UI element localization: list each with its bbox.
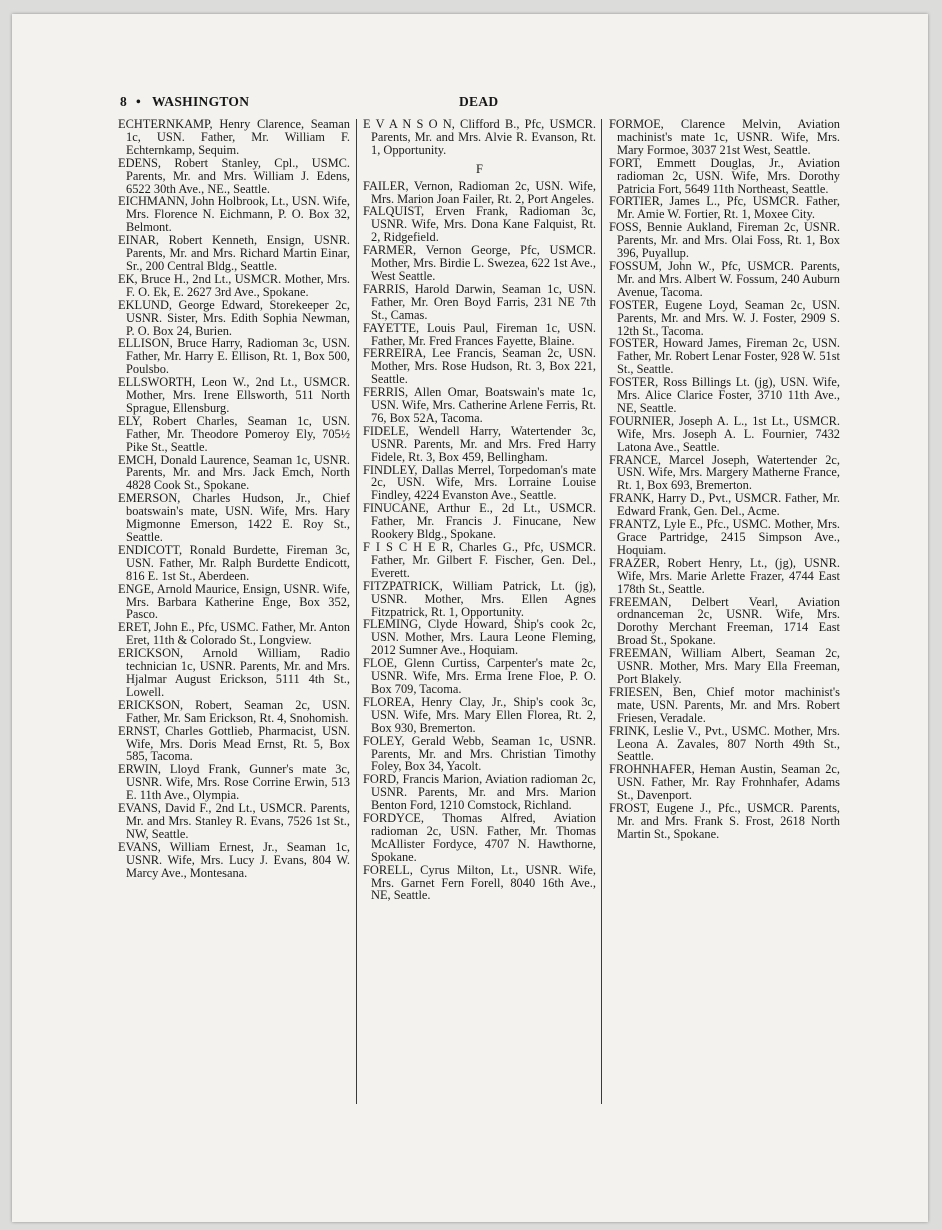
casualty-entry: EVANS, David F., 2nd Lt., USMCR. Parents, Mr. and Mrs. Stanley R. Evans, 7526 1st St., NW, Seattle. [118, 801, 350, 841]
casualty-entry: FOSTER, Howard James, Fireman 2c, USN. Father, Mr. Robert Lenar Foster, 928 W. 51st St., Seattle. [609, 336, 840, 377]
casualty-entry: FRIESEN, Ben, Chief motor machinist's mate, USN. Parents, Mr. and Mrs. Robert Friesen, Veradale. [609, 684, 840, 725]
casualty-entry: FERRIS, Allen Omar, Boatswain's mate 1c, USN. Wife, Mrs. Catherine Arlene Ferris, Rt. 76, Box 52A, Tacoma. [363, 385, 596, 425]
casualty-entry: FOSTER, Eugene Loyd, Seaman 2c, USN. Parents, Mr. and Mrs. W. J. Foster, 2909 S. 12th St., Tacoma. [609, 297, 840, 338]
casualty-entry: ELY, Robert Charles, Seaman 1c, USN. Father, Mr. Theodore Pomeroy Ely, 705½ Pike St., Seattle. [118, 413, 350, 454]
casualty-entry: ECHTERNKAMP, Henry Clarence, Seaman 1c, USN. Father, Mr. William F. Echternkamp, Sequim. [118, 117, 350, 157]
casualty-entry: FORELL, Cyrus Milton, Lt., USNR. Wife, Mrs. Garnet Fern Forell, 8040 16th Ave., NE, Seattle. [363, 862, 596, 903]
column-1 [118, 118, 350, 879]
casualty-entry: FINUCANE, Arthur E., 2d Lt., USMCR. Father, Mr. Francis J. Finucane, New Rookery Bldg., Spokane. [363, 501, 596, 542]
casualty-entry: FLEMING, Clyde Howard, Ship's cook 2c, USN. Mother, Mrs. Laura Leone Fleming, 2012 Sumner Ave., Hoquiam. [363, 617, 596, 658]
casualty-entry: FROHNHAFER, Heman Austin, Seaman 2c, USN. Father, Mr. Ray Frohnhafer, Adams St., Davenport. [609, 762, 840, 803]
casualty-entry: ERNST, Charles Gottlieb, Pharmacist, USN. Wife, Mrs. Doris Mead Ernst, Rt. 5, Box 585, Tacoma. [118, 723, 350, 764]
header-bullet: • [136, 94, 142, 109]
casualty-entry: F I S C H E R, Charles G., Pfc, USMCR. Father, Mr. Gilbert F. Fischer, Gen. Del., Everett. [363, 540, 596, 580]
casualty-entry: ERICKSON, Robert, Seaman 2c, USN. Father, Mr. Sam Erickson, Rt. 4, Snohomish. [118, 697, 350, 725]
casualty-entry: FORMOE, Clarence Melvin, Aviation machinist's mate 1c, USNR. Wife, Mrs. Mary Formoe, 3037 21st West, Seattle. [609, 117, 840, 157]
casualty-entry: FORTIER, James L., Pfc, USMCR. Father, Mr. Amie W. Fortier, Rt. 1, Moxee City. [609, 194, 840, 222]
page-header [120, 94, 840, 114]
casualty-entry: ERWIN, Lloyd Frank, Gunner's mate 3c, USNR. Wife, Mrs. Rose Corrine Erwin, 513 E. 11th Ave., Olympia. [118, 762, 350, 803]
casualty-entry: FREEMAN, Delbert Vearl, Aviation ordnanceman 2c, USNR. Wife, Mrs. Dorothy Merchant Freeman, 1714 East Broad St., Spokane. [609, 594, 840, 648]
casualty-entry: ELLSWORTH, Leon W., 2nd Lt., USMCR. Mother, Mrs. Irene Ellsworth, 511 North Sprague, Ellensburg. [118, 375, 350, 415]
casualty-entry: FROST, Eugene J., Pfc., USMCR. Parents, Mr. and Mrs. Frank S. Frost, 2618 North Martin St., Spokane. [609, 801, 840, 841]
casualty-entry: FLOREA, Henry Clay, Jr., Ship's cook 3c, USN. Wife, Mrs. Mary Ellen Florea, Rt. 2, Box 930, Bremerton. [363, 694, 596, 735]
casualty-entry: EMERSON, Charles Hudson, Jr., Chief boatswain's mate, USN. Wife, Mrs. Hary Migmonne Emerson, 1422 E. Roy St., Seattle. [118, 491, 350, 544]
section-letter: F [476, 161, 483, 176]
casualty-entry: FORT, Emmett Douglas, Jr., Aviation radioman 2c, USN. Wife, Mrs. Dorothy Patricia Fort, 5649 11th Northeast, Seattle. [609, 155, 840, 196]
casualty-entry: EVANS, William Ernest, Jr., Seaman 1c, USNR. Wife, Mrs. Lucy J. Evans, 804 W. Marcy Ave., Montesana. [118, 839, 350, 880]
casualty-entry: FOSSUM, John W., Pfc, USMCR. Parents, Mr. and Mrs. Albert W. Fossum, 240 Auburn Avenue, Tacoma. [609, 258, 840, 299]
casualty-entry: FARRIS, Harold Darwin, Seaman 1c, USN. Father, Mr. Oren Boyd Farris, 231 NE 7th St., Camas. [363, 281, 596, 322]
casualty-entry: ERET, John E., Pfc, USMC. Father, Mr. Anton Eret, 11th & Colorado St., Longview. [118, 620, 350, 648]
column-3 [609, 118, 840, 841]
casualty-entry: FOURNIER, Joseph A. L., 1st Lt., USMCR. Wife, Mrs. Joseph A. L. Fournier, 7432 Latona Ave., Seattle. [609, 413, 840, 454]
casualty-entry: EDENS, Robert Stanley, Cpl., USMC. Parents, Mr. and Mrs. William J. Edens, 6522 30th Ave., NE., Seattle. [118, 155, 350, 196]
casualty-entry: FITZPATRICK, William Patrick, Lt. (jg), USNR. Mother, Mrs. Ellen Agnes Fitzpatrick, Rt. 1, Opportunity. [363, 578, 596, 619]
column-divider [601, 119, 602, 1104]
casualty-entry: EINAR, Robert Kenneth, Ensign, USNR. Parents, Mr. and Mrs. Richard Martin Einar, Sr., 200 Central Bldg., Seattle. [118, 233, 350, 273]
document-page [12, 14, 928, 1222]
casualty-entry: FIDELE, Wendell Harry, Watertender 3c, USNR. Parents, Mr. and Mrs. Fred Harry Fidele, Rt. 3, Box 459, Bellingham. [363, 423, 596, 464]
casualty-entry: FORDYCE, Thomas Alfred, Aviation radioman 2c, USN. Father, Mr. Thomas McAllister Fordyce, 4707 N. Hawthorne, Spokane. [363, 811, 596, 864]
casualty-entry: EICHMANN, John Holbrook, Lt., USN. Wife, Mrs. Florence N. Eichmann, P. O. Box 32, Belmont. [118, 194, 350, 235]
casualty-entry: ERICKSON, Arnold William, Radio technician 1c, USNR. Parents, Mr. and Mrs. Hjalmar August Erickson, 5111 4th St., Lowell. [118, 646, 350, 699]
casualty-entry: EK, Bruce H., 2nd Lt., USMCR. Mother, Mrs. F. O. Ek, E. 2627 3rd Ave., Spokane. [118, 271, 350, 299]
casualty-entry: FRANCE, Marcel Joseph, Watertender 2c, USN. Wife, Mrs. Margery Matherne France, Rt. 1, Box 693, Bremerton. [609, 452, 840, 493]
casualty-entry: FOSS, Bennie Aukland, Fireman 2c, USNR. Parents, Mr. and Mrs. Olai Foss, Rt. 1, Box 396, Puyallup. [609, 220, 840, 261]
casualty-entry: ENDICOTT, Ronald Burdette, Fireman 3c, USN. Father, Mr. Ralph Burdette Endicott, 816 E. 1st St., Aberdeen. [118, 542, 350, 583]
casualty-entry: FREEMAN, William Albert, Seaman 2c, USNR. Mother, Mrs. Mary Ella Freeman, Port Blakely. [609, 646, 840, 686]
casualty-entry: FERREIRA, Lee Francis, Seaman 2c, USN. Mother, Mrs. Rose Hudson, Rt. 3, Box 221, Seattle. [363, 346, 596, 387]
casualty-entry: E V A N S O N, Clifford B., Pfc, USMCR. Parents, Mr. and Mrs. Alvie R. Evanson, Rt. 1, Opportunity. [363, 117, 596, 157]
column-divider [356, 119, 357, 1104]
column-2 [363, 118, 596, 902]
casualty-entry: FRANTZ, Lyle E., Pfc., USMC. Mother, Mrs. Grace Partridge, 2415 Simpson Ave., Hoquiam. [609, 517, 840, 557]
casualty-entry: EKLUND, George Edward, Storekeeper 2c, USNR. Sister, Mrs. Edith Sophia Newman, P. O. Box 24, Burien. [118, 297, 350, 338]
state-title: WASHINGTON [152, 94, 250, 109]
page-number: 8 [120, 94, 128, 109]
casualty-entry: FOLEY, Gerald Webb, Seaman 1c, USNR. Parents, Mr. and Mrs. Christian Timothy Foley, Box 34, Yacolt. [363, 733, 596, 774]
casualty-entry: FORD, Francis Marion, Aviation radioman 2c, USNR. Parents, Mr. and Mrs. Marion Benton Ford, 1210 Comstock, Richland. [363, 772, 596, 813]
casualty-entry: ELLISON, Bruce Harry, Radioman 3c, USN. Father, Mr. Harry E. Ellison, Rt. 1, Box 500, Poulsbo. [118, 336, 350, 377]
casualty-entry: ENGE, Arnold Maurice, Ensign, USNR. Wife, Mrs. Barbara Katherine Enge, Box 352, Pasco. [118, 581, 350, 622]
casualty-entry: FAILER, Vernon, Radioman 2c, USN. Wife, Mrs. Marion Joan Failer, Rt. 2, Port Angeles. [363, 178, 596, 206]
casualty-entry: FLOE, Glenn Curtiss, Carpenter's mate 2c, USNR. Wife, Mrs. Erma Irene Floe, P. O. Box 709, Tacoma. [363, 656, 596, 696]
casualty-entry: FRINK, Leslie V., Pvt., USMC. Mother, Mrs. Leona A. Zavales, 807 North 49th St., Seattle. [609, 723, 840, 764]
casualty-entry: EMCH, Donald Laurence, Seaman 1c, USNR. Parents, Mr. and Mrs. Jack Emch, North 4828 Cook St., Spokane. [118, 452, 350, 493]
section-title: DEAD [459, 94, 499, 109]
casualty-entry: FOSTER, Ross Billings Lt. (jg), USN. Wife, Mrs. Alice Clarice Foster, 3710 11th Ave., NE, Seattle. [609, 375, 840, 415]
casualty-entry: FRANK, Harry D., Pvt., USMCR. Father, Mr. Edward Frank, Gen. Del., Acme. [609, 491, 840, 519]
casualty-entry: FRAZER, Robert Henry, Lt., (jg), USNR. Wife, Mrs. Marie Arlette Frazer, 4744 East 178th St., Seattle. [609, 555, 840, 596]
casualty-entry: FARMER, Vernon George, Pfc, USMCR. Mother, Mrs. Birdie L. Swezea, 622 1st Ave., West Seattle. [363, 243, 596, 283]
casualty-entry: FALQUIST, Erven Frank, Radioman 3c, USNR. Wife, Mrs. Dona Kane Falquist, Rt. 2, Ridgefield. [363, 204, 596, 245]
casualty-entry: FINDLEY, Dallas Merrel, Torpedoman's mate 2c, USN. Wife, Mrs. Lorraine Louise Findley, 4224 Evanston Ave., Seattle. [363, 462, 596, 503]
casualty-entry: FAYETTE, Louis Paul, Fireman 1c, USN. Father, Mr. Fred Frances Fayette, Blaine. [363, 320, 596, 348]
